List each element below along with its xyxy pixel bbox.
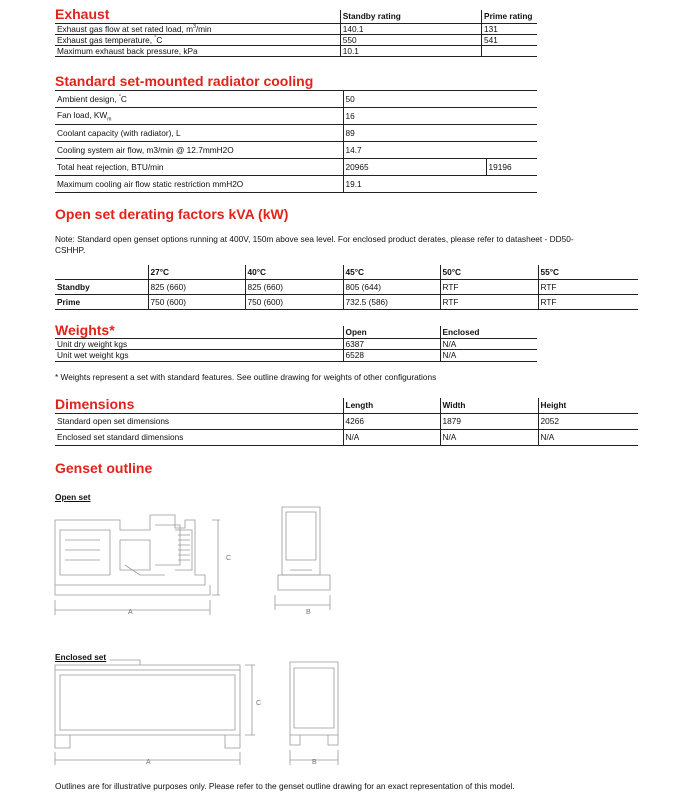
exhaust-header-standby: Standby rating [340,10,481,23]
dimensions-row-label: Standard open set dimensions [55,413,343,429]
weights-row-open: 6528 [343,349,440,361]
weights-row-enclosed: N/A [440,349,537,361]
dimensions-cell: 2052 [538,413,638,429]
cooling-row-value2: 19196 [486,159,537,176]
cooling-row-value: 50 [343,91,486,108]
open-dim-c-label: C [226,555,232,562]
derating-cell: RTF [440,279,538,294]
cooling-row-value: 89 [343,125,486,142]
cooling-row-label: Maximum cooling air flow static restriction mmH2O [55,176,343,193]
dimensions-cell: N/A [440,429,538,445]
weights-row-open: 6387 [343,338,440,349]
cooling-row-value: 14.7 [343,142,486,159]
derating-note: Note: Standard open genset options running at 400V, 150m above sea level. For enclosed product derates, please refer to datasheet - DD50- CSHHP. [55,234,574,255]
derating-col-header: 50°C [440,265,538,279]
open-dim-a-label: A [128,609,133,616]
outline-footer-note: Outlines are for illustrative purposes only. Please refer to the genset outline drawing for an exact representation of this model. [55,781,515,791]
enclosed-dim-b-label: B [312,759,317,766]
cooling-row-value: 20965 [343,159,486,176]
weights-row-enclosed: N/A [440,338,537,349]
exhaust-row-label: Exhaust gas flow at set rated load, $m^3/\min$ [55,23,340,34]
cooling-row-value: 16 [343,108,486,125]
cooling-row-label: Cooling system air flow, m3/min @ 12.7mmH2O [55,142,343,159]
dimensions-cell: 4266 [343,413,440,429]
derating-col-header: 40°C [245,265,343,279]
derating-cell: 805 (644) [343,279,440,294]
weights-footnote: * Weights represent a set with standard features. See outline drawing for weights of other configurations [55,372,437,382]
derating-cell: RTF [538,279,638,294]
dimensions-row-label: Enclosed set standard dimensions [55,429,343,445]
cooling-row-label: Fan load, $KW_m$ [55,108,343,125]
open-set-side-view-drawing [55,515,220,615]
derating-cell: RTF [538,294,638,309]
exhaust-row-label: Exhaust gas temperature, °C [55,34,340,45]
cooling-row-label: Total heat rejection, BTU/min [55,159,343,176]
dimensions-col-header: Height [538,398,638,413]
derating-cell: 825 (660) [245,279,343,294]
dimensions-col-header: Length [343,398,440,413]
open-set-label: Open set [55,492,91,502]
derating-row-label: Standby [55,279,148,294]
dimensions-cell: N/A [538,429,638,445]
derating-col-header: 45°C [343,265,440,279]
enclosed-set-label: Enclosed set [55,652,107,662]
dimensions-title: Dimensions [55,396,135,412]
weights-header-enclosed: Enclosed [440,326,537,338]
exhaust-row-prime: 131 [482,23,537,34]
derating-cell: 732.5 (586) [343,294,440,309]
exhaust-row-label: Maximum exhaust back pressure, kPa [55,45,340,56]
derating-row-label: Prime [55,294,148,309]
exhaust-header-prime: Prime rating [482,10,537,23]
dimensions-col-header: Width [440,398,538,413]
enclosed-dim-a-label: A [146,759,151,766]
dimensions-cell: N/A [343,429,440,445]
dimensions-cell: 1879 [440,413,538,429]
derating-cell: 825 (660) [148,279,245,294]
weights-row-label: Unit dry weight kgs [55,338,343,349]
exhaust-row-prime: 541 [482,34,537,45]
derating-col-header: 27°C [148,265,245,279]
cooling-row-value: 19.1 [343,176,486,193]
cooling-row-label: Ambient design, °C [55,91,343,108]
open-dim-b-label: B [306,609,311,616]
derating-col-header: 55°C [538,265,638,279]
derating-cell: RTF [440,294,538,309]
outline-title: Genset outline [55,460,153,476]
cooling-row-label: Coolant capacity (with radiator), L [55,125,343,142]
exhaust-row-standby: 550 [340,34,481,45]
derating-cell: 750 (600) [148,294,245,309]
enclosed-set-side-view-drawing [55,660,255,765]
weights-title: Weights* [55,322,115,338]
weights-row-label: Unit wet weight kgs [55,349,343,361]
enclosed-dim-c-label: C [256,700,262,707]
exhaust-row-standby: 10.1 [340,45,481,56]
cooling-title: Standard set-mounted radiator cooling [55,73,314,89]
exhaust-row-standby: 140.1 [340,23,481,34]
enclosed-set-front-view-drawing [290,662,338,765]
open-set-front-view-drawing [275,507,330,610]
exhaust-title: Exhaust [55,6,110,22]
weights-header-open: Open [343,326,440,338]
derating-cell: 750 (600) [245,294,343,309]
derating-title: Open set derating factors kVA (kW) [55,206,289,222]
